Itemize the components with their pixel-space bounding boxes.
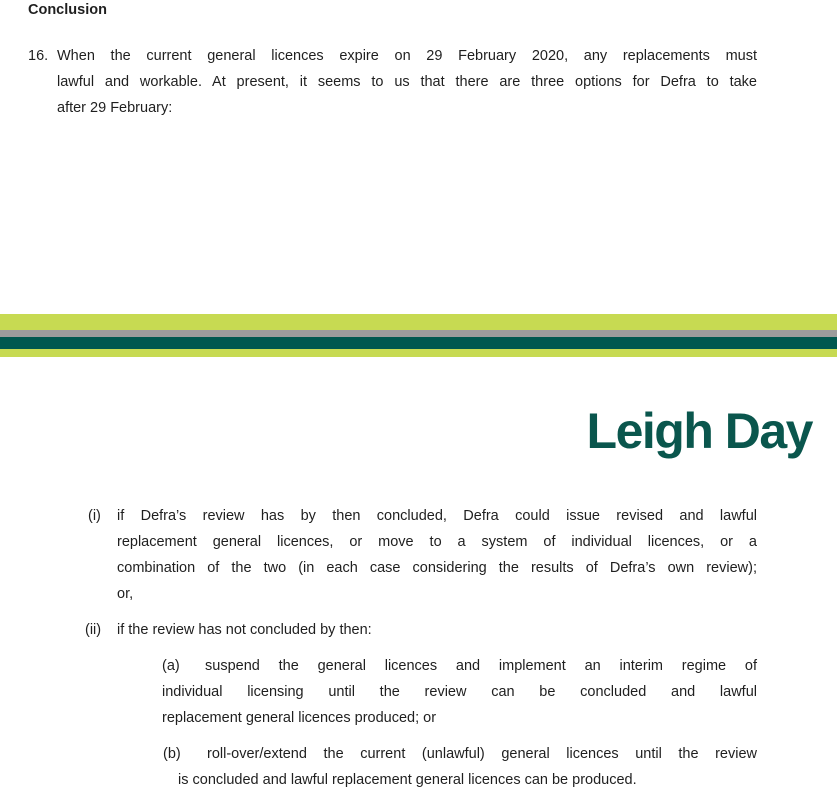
list-item-a-body: [162, 653, 757, 731]
list-item-a-label: (a): [162, 658, 180, 674]
list-item-a: [162, 653, 757, 731]
text-line: combination of the two (in each case considering the results of Defra’s own review);: [117, 560, 757, 576]
page-break-stripe-gray: [0, 330, 837, 337]
text-line: When the current general licences expire on 29 February 2020, any replacements must: [57, 48, 757, 64]
text-line: lawful and workable. At present, it seems to us that there are three options for Defra to take: [57, 74, 757, 90]
list-item-i-label: (i): [88, 508, 101, 524]
list-item-i-body: [117, 503, 757, 607]
page-break-stripe-teal: [0, 337, 837, 349]
text-line: individual licensing until the review can be concluded and lawful: [162, 684, 757, 700]
page-break-stripe-light-green-top: [0, 314, 837, 330]
text-line: after 29 February:: [57, 100, 173, 116]
text-line: replacement general licences, or move to a system of individual licences, or a: [117, 534, 757, 550]
paragraph-16: [28, 43, 757, 121]
text-line: suspend the general licences and implement an interim regime of: [205, 658, 757, 674]
list-item-i: [88, 503, 757, 607]
list-item-b-label: (b): [163, 746, 181, 762]
conclusion-heading: Conclusion: [28, 2, 107, 18]
text-line: or,: [117, 586, 134, 602]
paragraph-16-body: [57, 43, 757, 121]
leigh-day-logo: Leigh Day: [586, 403, 812, 459]
page-break-band: [0, 314, 837, 357]
list-item-ii: [85, 617, 757, 643]
list-item-ii-label: (ii): [85, 622, 102, 638]
text-line: is concluded and lawful replacement general licences can be produced.: [178, 772, 637, 788]
page-break-stripe-light-green-bottom: [0, 349, 837, 357]
text-line: roll-over/extend the current (unlawful) general licences until the review: [207, 746, 757, 762]
text-line: if Defra’s review has by then concluded, Defra could issue revised and lawful: [117, 508, 757, 524]
list-item-b: [163, 741, 757, 793]
text-line: replacement general licences produced; or: [162, 710, 437, 726]
paragraph-number: 16.: [28, 48, 49, 64]
list-item-ii-body: if the review has not concluded by then:: [117, 622, 372, 638]
list-item-b-body: [163, 741, 757, 793]
